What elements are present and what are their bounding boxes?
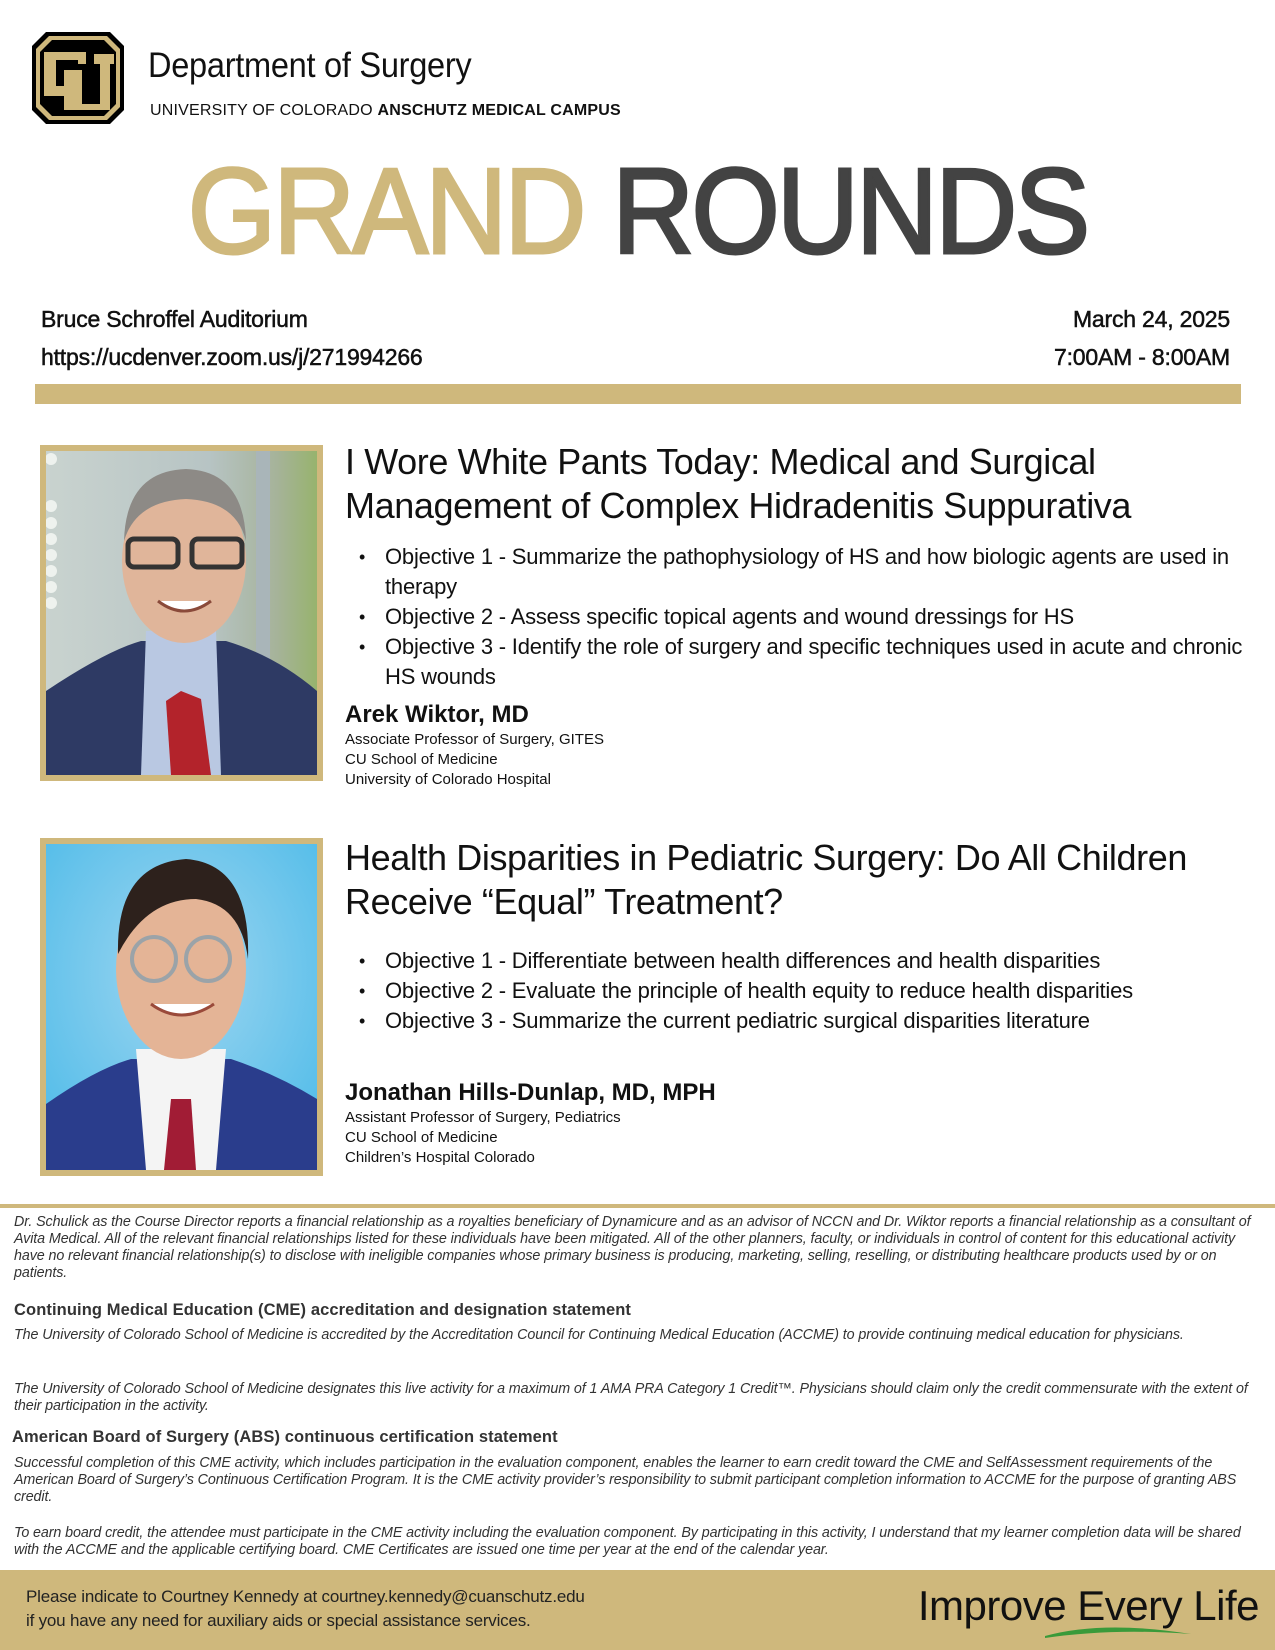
speaker-1-title: Associate Professor of Surgery, GITES xyxy=(345,731,604,748)
talk-2 xyxy=(345,836,1245,1036)
objective-item: • Objective 1 - Summarize the pathophysiology of HS and how biologic agents are used in therapy xyxy=(345,542,1245,602)
speaker-photo-wiktor xyxy=(40,445,323,781)
event-location-block xyxy=(41,300,423,376)
speaker-1 xyxy=(345,700,604,790)
divider-bar xyxy=(35,384,1241,404)
accessibility-notice xyxy=(26,1585,585,1633)
talk-2-title: Health Disparities in Pediatric Surgery: Do All Children Receive “Equal” Treatment? xyxy=(345,837,1187,922)
objective-item: • Objective 2 - Evaluate the principle of health equity to reduce health disparities xyxy=(345,976,1245,1006)
disclosure-divider xyxy=(0,1204,1275,1208)
speaker-1-name: Arek Wiktor, MD xyxy=(345,701,529,728)
abs-certification-text: Successful completion of this CME activity, which includes participation in the evaluation component, enables the learner to earn credit toward the CME and SelfAssessment requirements of the American Board of Surgery’s Continuous Certification Program. It is the CME activity provider’s responsibility to submit participant completion information to ACCME for the purpose of granting ABS credit. xyxy=(14,1455,1237,1505)
event-date: March 24, 2025 xyxy=(1072,306,1230,332)
talk-1-title: I Wore White Pants Today: Medical and Surgical Management of Complex Hidradenitis Suppurativa xyxy=(345,441,1132,526)
objective-item: • Objective 1 - Differentiate between health differences and health disparities xyxy=(345,946,1245,976)
event-time-block xyxy=(1054,300,1230,376)
abs-heading: American Board of Surgery (ABS) continuous certification statement xyxy=(12,1428,558,1446)
banner-word-rounds: ROUNDS xyxy=(612,143,1088,279)
talk-2-objectives xyxy=(345,946,1245,1036)
objective-item: • Objective 2 - Assess specific topical agents and wound dressings for HS xyxy=(345,602,1245,632)
cme-heading: Continuing Medical Education (CME) accreditation and designation statement xyxy=(14,1301,632,1319)
accessibility-contact: Please indicate to Courtney Kennedy at courtney.kennedy@cuanschutz.edu xyxy=(26,1587,585,1606)
talk-1-objectives xyxy=(345,542,1245,692)
objective-item: • Objective 3 - Identify the role of surgery and specific techniques used in acute and chronic HS wounds xyxy=(345,632,1245,692)
speaker-2-school: CU School of Medicine xyxy=(345,1129,498,1146)
cme-designation-text: The University of Colorado School of Medicine designates this live activity for a maximum of 1 AMA PRA Category 1 Credit™. Physicians should claim only the credit commensurate with the extent of their participation in the activity. xyxy=(14,1381,1248,1414)
tagline: Improve Every Life xyxy=(917,1582,1259,1629)
department-title: Department of Surgery xyxy=(148,46,472,85)
speaker-2-hospital: Children’s Hospital Colorado xyxy=(345,1149,535,1166)
grand-rounds-banner xyxy=(45,143,1231,279)
campus-name-bold: ANSCHUTZ MEDICAL CAMPUS xyxy=(377,102,621,119)
footer xyxy=(0,1570,1275,1650)
cme-accreditation-text: The University of Colorado School of Medicine is accredited by the Accreditation Council for Continuing Medical Education (ACCME) to provide continuing medical education for physicians. xyxy=(14,1327,1184,1343)
zoom-link[interactable]: https://ucdenver.zoom.us/j/271994266 xyxy=(41,344,423,370)
speaker-1-school: CU School of Medicine xyxy=(345,751,498,768)
speaker-2-title: Assistant Professor of Surgery, Pediatrics xyxy=(345,1109,621,1126)
objective-item: • Objective 3 - Summarize the current pediatric surgical disparities literature xyxy=(345,1006,1245,1036)
speaker-2-name: Jonathan Hills-Dunlap, MD, MPH xyxy=(345,1079,716,1106)
talk-1 xyxy=(345,440,1245,692)
speaker-2 xyxy=(345,1078,716,1168)
cu-logo-icon xyxy=(30,30,126,126)
financial-disclosure: Dr. Schulick as the Course Director reports a financial relationship as a royalties beneficiary of Dynamicure and as an advisor of NCCN and Dr. Wiktor reports a financial relationship as a consultant of Avita Medical. All of the relevant financial relationships listed for these individuals have been mitigated. All of the other planners, faculty, or individuals in control of content for this educational activity have no relevant financial relationship(s) to disclose with ineligible companies whose primary business is producing, marketing, selling, reselling, or distributing healthcare products used by or on patients. xyxy=(14,1214,1251,1281)
campus-name xyxy=(150,102,621,120)
banner-word-grand: GRAND xyxy=(187,143,584,279)
event-location: Bruce Schroffel Auditorium xyxy=(41,306,308,332)
accessibility-request: if you have any need for auxiliary aids or special assistance services. xyxy=(26,1611,531,1630)
speaker-1-hospital: University of Colorado Hospital xyxy=(345,771,551,788)
speaker-photo-hills-dunlap xyxy=(40,838,323,1176)
campus-name-regular: UNIVERSITY OF COLORADO xyxy=(150,102,378,119)
event-time: 7:00AM - 8:00AM xyxy=(1054,344,1230,370)
abs-board-credit-text: To earn board credit, the attendee must participate in the CME activity including the evaluation component. By participating in this activity, I understand that my learner completion data will be shared with the ACCME and the applicable certifying board. CME Certificates are issued one time per year at the end of the calendar year. xyxy=(14,1525,1241,1558)
